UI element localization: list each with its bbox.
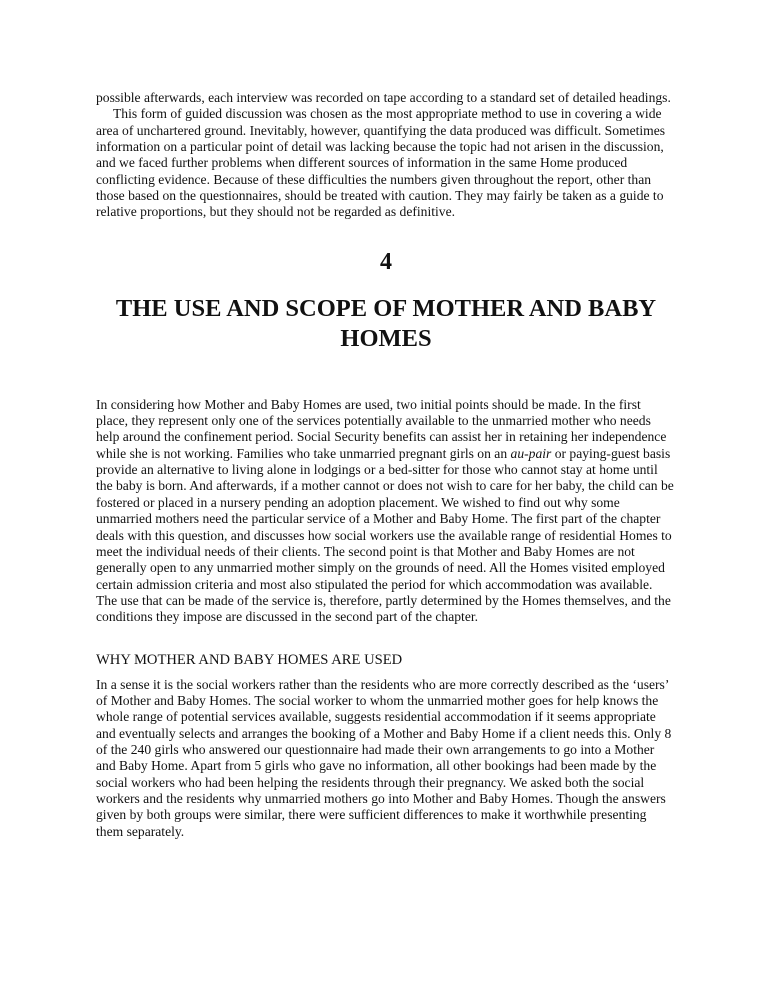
intro-text-after-italic: or paying-guest basis provide an alternative to living alone in lodgings or a bed-sitter for those who cannot stay at home until the baby is born. And afterwards, if a mother cannot or does not wish to care for her baby, the child can be fostered or placed in a nursery pending an adoption placement. We wished to find out why some unmarried mothers need the particular service of a Mother and Baby Home. The first part of the chapter deals with this question, and discusses how social workers use the available range of residential Homes to meet the individual needs of their clients. The second point is that Mother and Baby Homes are not generally open to any unmarried mother simply on the grounds of need. All the Homes visited employed certain admission criteria and most also stipulated the period for which accommodation was available. The use that can be made of the service is, therefore, partly determined by the Homes themselves, and the conditions they impose are discussed in the second part of the chapter.: [96, 445, 674, 625]
guided-discussion-paragraph: This form of guided discussion was chosen as the most appropriate method to use in covering a wide area of unchartered ground. Inevitably, however, quantifying the data produced was difficult. Sometimes information on a particular point of detail was lacking because the topic had not arisen in the discussion, and we faced further problems when different sources of information in the same Home produced conflicting evidence. Because of these difficulties the numbers given throughout the report, other than those based on the questionnaires, should be treated with caution. They may fairly be taken as a guide to relative proportions, but they should not be regarded as definitive.: [96, 106, 666, 220]
continued-paragraph: possible afterwards, each interview was recorded on tape according to a standard set of detailed headings.: [96, 90, 671, 105]
chapter-number: 4: [380, 248, 392, 275]
au-pair-term: au-pair: [510, 445, 552, 461]
section-heading: WHY MOTHER AND BABY HOMES ARE USED: [96, 651, 403, 668]
section-paragraph: In a sense it is the social workers rather than the residents who are more correctly described as the ‘users’ of Mother and Baby Homes. The social worker to whom the unmarried mother goes for help knows the whole range of potential services available, suggests residential accommodation if it seems appropriate and eventually selects and arranges the booking of a Mother and Baby Home if a client needs this. Only 8 of the 240 girls who answered our questionnaire had made their own arrangements to go into a Mother and Baby Home. Apart from 5 girls who gave no information, all other bookings had been made by the social workers who had been helping the residents through their pregnancy. We asked both the social workers and the residents why unmarried mothers go into Mother and Baby Homes. Though the answers given by both groups were similar, there were sufficient differences to make it worthwhile presenting them separately.: [96, 676, 672, 839]
document-page: [96, 90, 676, 840]
intro-text-before-italic: In considering how Mother and Baby Homes are used, two initial points should be made. In the first place, they represent only one of the services potentially available to the unmarried mother who needs help around the confinement period. Social Security benefits can assist her in retaining her independence while she is not working. Families who take unmarried pregnant girls on an: [96, 396, 667, 461]
chapter-title: THE USE AND SCOPE OF MOTHER AND BABY HOMES: [115, 294, 657, 352]
chapter-intro-paragraph: [96, 397, 676, 626]
